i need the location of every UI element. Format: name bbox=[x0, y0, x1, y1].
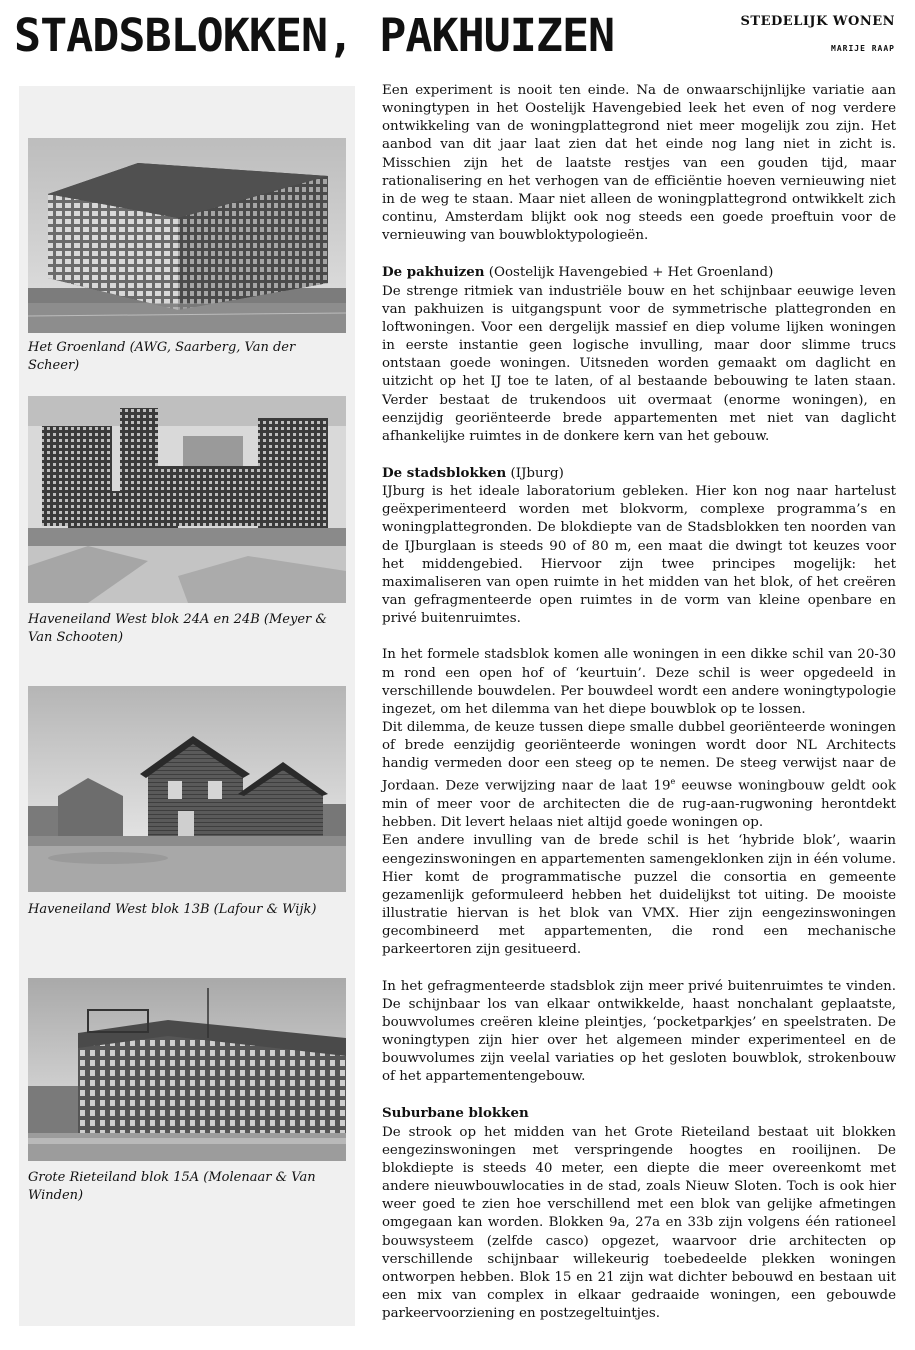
author-name: MARIJE RAAP bbox=[831, 44, 895, 53]
paragraph: Dit dilemma, de keuze tussen diepe smalle dubbel georiënteerde woningen of brede eenzijdig georiënteerde woningen wordt door NL Architects handig vermeden door een steeg op te nemen. De steeg verwijst naar de Jordaan. Deze verwijzing naar de laat 19e eeuwse woningbouw geldt ook min of meer voor de architecten die de rug-aan-rugwoning herontdekt hebben. Dit levert helaas niet altijd goede woningen op. bbox=[382, 720, 896, 831]
section-label: STEDELIJK WONEN bbox=[740, 14, 895, 29]
paragraph: In het gefragmenteerde stadsblok zijn meer privé buitenruimtes te vinden. De schijnbaar los van elkaar ontwikkelde, haast nonchalant geplaatste, bouwvolumes creëren kleine pleintjes, ‘pocketparkjes’ en speelstraten. De woningtypen zijn hier over het algemeen minder experimenteel en de bouwvolumes zijn veelal variaties op het gesloten bouwblok, strokenbouw of het appartementengebouw. bbox=[382, 978, 896, 1085]
section-subheading: (Oostelijk Havengebied + Het Groenland) bbox=[484, 265, 774, 281]
paragraph: In het formele stadsblok komen alle woningen in een dikke schil van 20-30 m rond een open hof of ‘keurtuin’. Deze schil is weer opgedeeld in verschillende bouwdelen. Per bouwdeel wordt een andere woningtypologie ingezet, om het dilemma van het diepe bouwblok op te lossen. bbox=[382, 647, 896, 717]
article-body bbox=[382, 82, 896, 1323]
figure-caption: Het Groenland (AWG, Saarberg, Van der Scheer) bbox=[28, 340, 296, 373]
terraced-block-photo bbox=[28, 978, 346, 1161]
section-subheading: (IJburg) bbox=[506, 465, 564, 481]
section-heading: De pakhuizen bbox=[382, 264, 485, 281]
section-heading: Suburbane blokken bbox=[382, 1105, 529, 1122]
city-block-model-photo bbox=[28, 396, 346, 603]
gabled-houses-photo bbox=[28, 686, 346, 892]
paragraph: Een andere invulling van de brede schil is het ‘hybride blok’, waarin eengezinswoningen en appartementen samengeklonken zijn in één volume. Hier komt de programmatische puzzel die consortia en gemeente gezamenlijk geformuleerd hebben het duidelijkst tot uiting. De mooiste illustratie hiervan is het blok van VMX. Hier zijn eengezinswoningen gecombineerd met appartementen, die rond een mechanische parkeertoren zijn gesitueerd. bbox=[382, 833, 896, 958]
paragraph: IJburg is het ideale laboratorium gebleken. Hier kon nog naar hartelust geëxperimenteerd worden met blokvorm, complexe programma’s en woningplattegronden. De blokdiepte van de Stadsblokken ten noorden van de IJburglaan is steeds 90 of 80 m, een maat die dwingt tot keuzes voor het middengebied. Hiervoor zijn twee principes mogelijk: het maximaliseren van open ruimte in het midden van het blok, of het creëren van gefragmenteerde open ruimtes in de vorm van kleine openbare en privé buitenruimtes. bbox=[382, 484, 896, 627]
page-title: STADSBLOKKEN, PAKHUIZEN bbox=[14, 9, 615, 62]
intro-paragraph: Een experiment is nooit ten einde. Na de onwaarschijnlijke variatie aan woningtypen in het Oostelijk Havengebied leek het even of nog verdere ontwikkeling van de woningplattegrond niet meer mogelijk zou zijn. Het aanbod van dit jaar laat zien dat het einde nog lang niet in zicht is. Misschien zijn het de laatste restjes van een gouden tijd, maar rationalisering en het verhogen van de efficiëntie hoeven vernieuwing niet in de weg te staan. Maar niet alleen de woningplattegrond ontwikkelt zich continu, Amsterdam blijkt ook nog steeds een goede proeftuin voor de vernieuwing van bouwbloktypologieën. bbox=[382, 83, 896, 244]
warehouse-building-photo bbox=[28, 138, 346, 333]
figure-caption: Haveneiland West blok 24A en 24B (Meyer & Van Schooten) bbox=[28, 612, 327, 645]
figure-caption: Haveneiland West blok 13B (Lafour & Wijk) bbox=[28, 902, 317, 917]
paragraph: De strook op het midden van het Grote Rieteiland bestaat uit blokken eengezinswoningen met verspringende hoogtes en rooilijnen. De blokdiepte is steeds 40 meter, een diepte die meer overeenkomt met andere nieuwbouwlocaties in de stad, zoals Nieuw Sloten. Toch is ook hier weer goed te zien hoe verschillend met een blok van gelijke afmetingen omgegaan kan worden. Blokken 9a, 27a en 33b zijn volgens één rationeel bouwsysteem (zelfde casco) opgezet, waarvoor drie architecten op verschillende schijnbaar willekeurig toebedeelde plekken woningen ontworpen hebben. Blok 15 en 21 zijn wat dichter bebouwd en bestaan uit een mix van complex in elkaar gedraaide woningen, een gebouwde parkeervoorziening en postzegeltuintjes. bbox=[382, 1124, 896, 1322]
paragraph: De strenge ritmiek van industriële bouw en het schijnbaar eeuwige leven van pakhuizen is uitgangspunt voor de symmetrische plattegronden en loftwoningen. Voor een dergelijk massief en diep volume lijken woningen in eerste instantie geen logische invulling, maar door slimme trucs ontstaan goede woningen. Uitsneden worden gemaakt om daglicht en uitzicht op het IJ toe te laten, of al bestaande bebouwing te laten staan. Verder bestaat de trukendoos uit overmaat (enorme woningen), en eenzijdig georiënteerde brede appartementen met niet van daglicht afhankelijke ruimtes in de donkere kern van het gebouw. bbox=[382, 283, 896, 444]
figure-caption: Grote Rieteiland blok 15A (Molenaar & Van Winden) bbox=[28, 1170, 316, 1203]
section-heading: De stadsblokken bbox=[382, 464, 507, 481]
